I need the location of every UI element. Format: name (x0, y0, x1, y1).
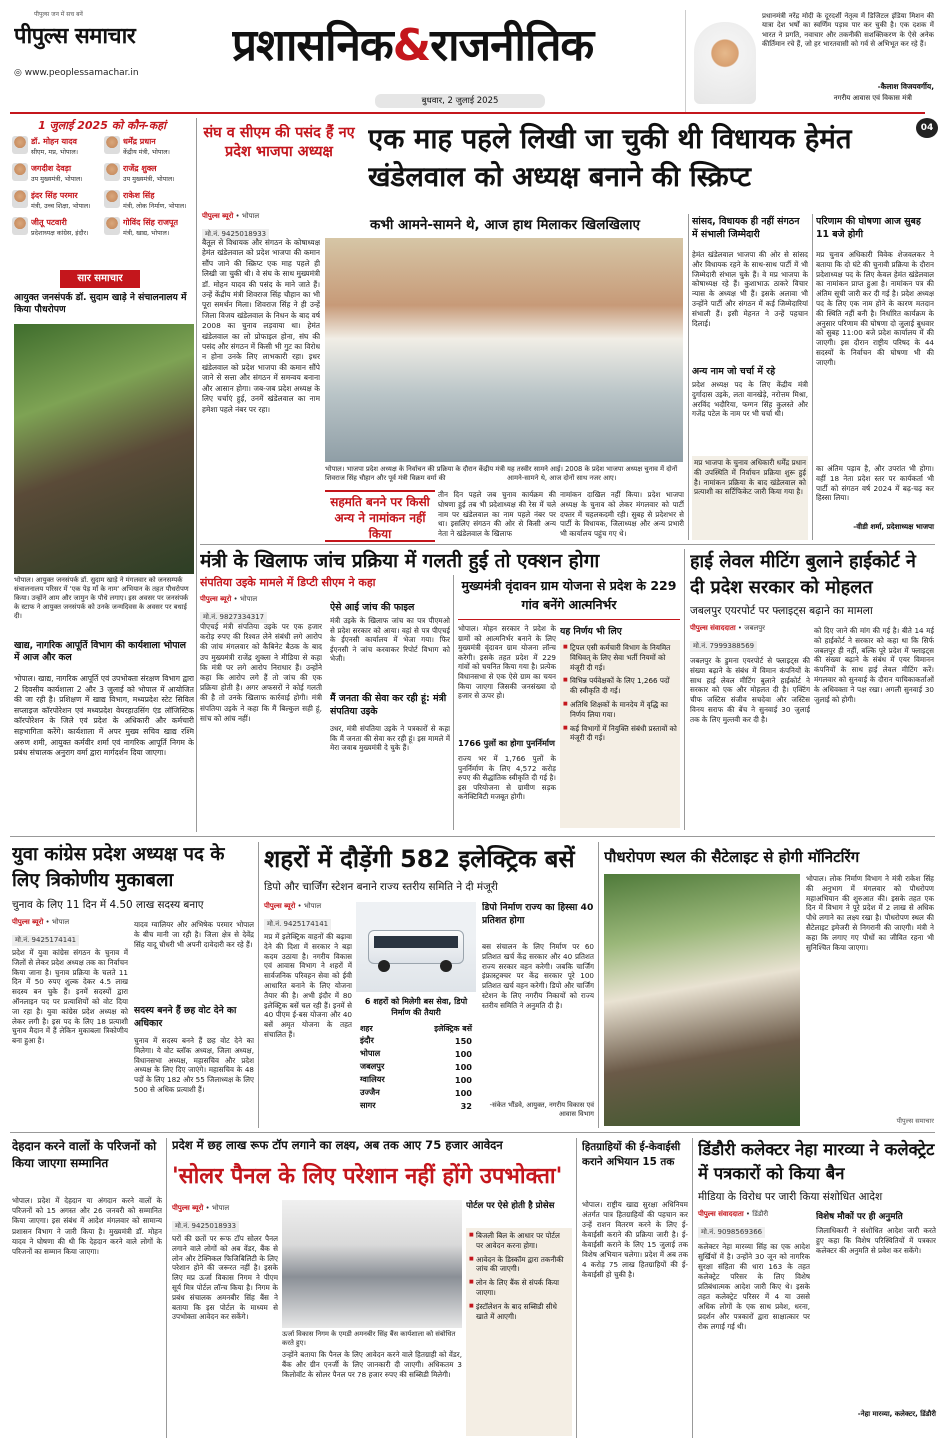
lead-col2: तीन दिन पहले जब चुनाव कार्यक्रम की घोषणा हुई तब भी प्रदेशाध्यक्ष की रेस में चले नाम पर खंडेलवाल का नाम पहले नंबर पर था। इसलिए संगठन की ओर से किसी अन्य नेता ने खंडेलवाल के खिलाफ (438, 490, 556, 539)
ebus-byline: पीपुल्स ब्यूरो • भोपाल मो.नं. 9425174141 (264, 902, 384, 930)
cell-city: उज्जैन (360, 1087, 380, 1097)
list-item (563, 700, 677, 720)
byline-mobile: मो.नं. 7999388569 (690, 641, 757, 652)
dindori-headline: डिंडौरी कलेक्टर नेहा मारव्या ने कलेक्ट्रेट में पत्रकारों को किया बैन (698, 1140, 935, 1183)
person-entry (12, 163, 100, 187)
row-rule (10, 1132, 935, 1133)
list-item-text: ट्रिपल एसी कर्मचारी विभाग के नियमित विधिवत् के लिए सेवा भर्ती नियमों को मंजूरी दी गई। (570, 643, 671, 672)
person-entry (104, 190, 192, 214)
list-item (469, 1231, 569, 1251)
person-entry (12, 136, 100, 160)
s2-body: भोपाल। खाद्य, नागरिक आपूर्ति एवं उपभोक्ता संरक्षण विभाग द्वारा 2 दिवसीय कार्यशाला 2 और 3 जुलाई को भोपाल में आयोजित की जा रही है। प्रशिक्षण में खाद्य विभाग, मध्यप्रदेश स्टेट सिविल सप्लाइज कॉरपोरेशन एवं मध्यप्रदेश वेयरहाउसिंग एंड लॉजिस्टिक कॉरपोरेशन के जिले एवं प्रदेश के अधिकारी और कर्मचारी सहभागिता करेंगे। कार्यशाला में अपर मुख्य सचिव खाद्य रश्मि अरुण शमी, आयुक्त कर्मवीर शर्मा एवं नागरिक आपूर्ति निगम के प्रबंध संचालक अनुराग वर्मा द्वारा मार्गदर्शन दिया जाएगा। (14, 674, 194, 758)
mid1-subhead: संपतिया उइके मामले में डिप्टी सीएम ने कहा (200, 576, 376, 589)
bullet-icon: ■ (563, 677, 568, 684)
bullet-icon: ■ (563, 644, 568, 650)
table-row (360, 1073, 472, 1086)
cell-buses: 100 (454, 1087, 472, 1098)
person-name: राकेश सिंह (123, 191, 155, 200)
byline-city: डिंडौरी (752, 1210, 769, 1218)
dindori-box-head: विशेष मौकों पर ही अनुमति (816, 1212, 903, 1222)
avatar (104, 136, 120, 154)
person-place: सीएम, मप्र, भोपाल। (31, 148, 79, 156)
plant-credit: पीपुल्स समाचार (896, 1117, 934, 1125)
th-buses: इलेक्ट्रिक बसें (434, 1024, 472, 1033)
table-row (360, 1034, 472, 1047)
solar-byline: पीपुल्स ब्यूरो • भोपाल मो.नं. 9425018933 (172, 1204, 282, 1232)
ycong-box-head: सदस्य बनने हैं छह वोट देने का अधिकार (134, 1005, 237, 1029)
mid1-side-body2: उधर, मंत्री संपतिया उइके ने पत्रकारों से कहा कि मैं जनता की सेवा कर रही हूं। इस मामले में मेरा जवाब मुख्यमंत्री दे चुके हैं। (330, 724, 450, 753)
mid2-list-head: यह निर्णय भी लिए (560, 626, 622, 637)
byline-name: पीपुल्स संवाददाता (698, 1210, 744, 1218)
website-line[interactable] (14, 68, 234, 78)
date-pill: बुधवार, 2 जुलाई 2025 (375, 94, 545, 108)
mid1-headline: मंत्री के खिलाफ जांच प्रक्रिया में गलती हुई तो एक्शन होगा (200, 550, 600, 572)
col-rule (453, 575, 454, 830)
dindori-subhead: मीडिया के विरोध पर जारी किया संशोधित आदेश (698, 1191, 883, 1203)
list-item (469, 1278, 569, 1298)
ebus-subhead: डिपो और चार्जिंग स्टेशन बनाने राज्य स्तरीय समिति ने दी मंजूरी (264, 881, 498, 893)
person-name: इंदर सिंह परमार (31, 191, 78, 200)
lead-byline: पीपुल्स ब्यूरो • भोपाल मो.नं. 9425018933 (202, 212, 332, 240)
col-rule (692, 1138, 693, 1438)
ebus-table (360, 1024, 472, 1112)
masthead-logo-block (14, 10, 234, 92)
list-item-text: इंस्टॉलेशन के बाद सब्सिडी सीधे खाते में आएगी। (476, 1301, 557, 1321)
lead-caption-1: भोपाल। भाजपा प्रदेश अध्यक्ष के निर्वाचन की प्रक्रिया के दौरान केंद्रीय मंत्री शिवराज सिंह चौहान और पूर्व मंत्री विक्रम वर्मा की (325, 465, 505, 482)
person-entry (104, 163, 192, 187)
person-name: धर्मेंद्र प्रधान (123, 137, 156, 146)
person-place: केंद्रीय मंत्री, भोपाल। (123, 148, 170, 156)
bullet-icon: ■ (563, 700, 568, 707)
person-place: उप मुख्यमंत्री, भोपाल। (31, 175, 83, 183)
byline-city: भोपाल (303, 902, 322, 910)
byline-city: भोपाल (211, 1204, 230, 1212)
s1-caption: भोपाल। आयुक्त जनसंपर्क डॉ. सुदाम खाड़े ने मंगलवार को जनसम्पर्क संचालनालय परिसर में 'एक पेड़ माँ के नाम' अभियान के तहत पौधरोपण किया। उन्होंने आम और जामुन के पौधे लगाए। इस अवसर पर जनसंपर्क के स्टाफ ने आयुक्त जनसंपर्क को उनके जन्मदिवस के अवसर पर बधाई दी। (14, 576, 189, 620)
dindori-body: कलेक्टर नेहा मारव्या सिंह का एक आदेश सुर्खियों में है। उन्होंने 30 जून को नागरिक सुरक्षा संहिता की धारा 163 के तहत कलेक्ट्रेट परिसर के लिए विशेष प्रतिबंधात्मक आदेश जारी किए थे। इसके तहत कलेक्ट्रेट परिसर में 4 या उससे अधिक लोगों के एक साथ प्रवेश, धरना, प्रदर्शन और पत्रकारों द्वारा साक्षात्कार पर रोक लगाई गई थी। (698, 1242, 810, 1331)
ebus-right-head: डिपो निर्माण राज्य का हिस्सा 40 प्रतिशत होगा (482, 902, 594, 926)
cell-buses: 100 (454, 1048, 472, 1059)
honor-body: भोपाल। प्रदेश में देहदान या अंगदान करने वालों के परिजनों को 15 अगस्त और 26 जनवरी को सम्मानित किया जाएगा। इस संबंध में आदेश मंगलवार को सामान्य प्रशासन विभाग ने जारी किया है। मुख्यमंत्री डॉ. मोहन यादव ने घोषणा की थी कि देहदान करने वाले लोगों के परिजनों का सम्मान किया जाएगा। (12, 1196, 162, 1257)
mid2-headline: मुख्यमंत्री वृंदावन ग्राम योजना से प्रदेश के 229 गांव बनेंगे आत्मनिर्भर (458, 576, 680, 620)
ebus-body: मप्र में इलेक्ट्रिक वाहनों की बढ़ावा देने की दिशा में सरकार ने बड़ा कदम उठाया है। नगरीय विकास एवं आवास विभाग ने शहरों में सार्वजनिक परिवहन सेवा को ईवी आधारित बनाने के लिए योजना तैयार की है। अभी इंदौर में 80 इलेक्ट्रिक बसें चल रही हैं। इनमें से 40 पीएम ई-बस योजना और 40 बसें अमृत योजना के तहत संचालित हैं। (264, 932, 352, 1039)
lead-col4-head: सांसद, विधायक ही नहीं संगठन में संभाली जिम्मेदारी (692, 216, 800, 240)
byline-name: पीपुल्स ब्यूरो (200, 595, 232, 603)
mid1-byline: पीपुल्स ब्यूरो • भोपाल मो.नं. 9827334317 (200, 595, 330, 623)
ycong-subhead: चुनाव के लिए 11 दिन में 4.50 लाख सदस्य बनाए (12, 899, 204, 911)
solar-headline: 'सोलर पैनल के लिए परेशान नहीं होंगे उपभोक्ता' (172, 1164, 563, 1189)
col-rule (688, 214, 689, 540)
bus-image (356, 902, 476, 992)
bus-wheel (378, 960, 390, 972)
dindori-sign: -नेहा मारव्या, कलेक्टर, डिंडौरी (857, 1410, 936, 1418)
person-place: प्रदेशाध्यक्ष कांग्रेस, इंदौर। (31, 229, 89, 237)
mid2-body: भोपाल। मोहन सरकार ने प्रदेश के ग्रामों को आत्मनिर्भर बनाने के लिए मुख्यमंत्री वृंदावन ग्राम योजना लॉन्च करेगी। इसके तहत प्रदेश में 229 गांवों को चयनित किया गया है। प्रत्येक विधानसभा से एक ऐसे ग्राम का चयन किया जाएगा जिसकी जनसंख्या दो हजार से ऊपर हो। (458, 624, 556, 701)
col-rule (196, 118, 197, 832)
table-row (360, 1099, 472, 1112)
col-rule (598, 842, 599, 1128)
mid3-subhead: जबलपुर एयरपोर्ट पर फ्लाइट्स बढ़ाने का मामला (690, 605, 873, 617)
who-where-box (12, 118, 192, 246)
solar-body: घरों की छतों पर रूफ टॉप सोलर पैनल लगाने वाले लोगों को अब वेंडर, बैंक से लोन और टेक्निकल फिजिबिलिटी के लिए परेशान होने की जरूरत नहीं है। इसके लिए मप्र ऊर्जा विकास निगम ने पीएम सूर्य मित्र पोर्टल लॉन्च किया है। निगम के प्रबंध संचालक अमनबीर सिंह बैंस ने बताया कि इस पोर्टल के माध्यम से उपभोक्ता आवेदन कर सकेंगे। (172, 1234, 278, 1322)
person-place: मंत्री, उच्च शिक्षा, भोपाल। (31, 202, 91, 210)
byline-mobile: मो.नं. 9425174141 (264, 919, 331, 930)
col-rule (166, 1138, 167, 1438)
saar-label: सार समाचार (60, 270, 140, 288)
lead-pullquote: सहमति बनने पर किसी अन्य ने नामांकन नहीं किया (325, 490, 435, 542)
byline-mobile: मो.नं. 9827334317 (200, 612, 267, 623)
col-rule (576, 1138, 577, 1438)
cell-city: ग्वालियर (360, 1074, 385, 1084)
cell-buses: 100 (454, 1074, 472, 1085)
person-name: राजेंद्र शुक्ल (123, 164, 157, 173)
person-entry (12, 217, 100, 241)
byline-mobile: मो.नं. 9098569366 (698, 1227, 765, 1238)
list-item (563, 643, 677, 672)
avatar (12, 217, 28, 235)
page-number: 04 (916, 118, 938, 138)
section-title-amp: & (392, 20, 431, 71)
s2-headline: खाद्य, नागरिक आपूर्ति विभाग की कार्यशाला भोपाल में आज और कल (14, 640, 187, 663)
list-item-text: विभिन्न पर्यवेक्षकों के लिए 1,266 पदों की स्वीकृति दी गई। (570, 676, 670, 696)
mid2-stat-body: राज्य भर में 1,766 पुलों के पुनर्निर्माण के लिए 4,572 करोड़ रुपए की सैद्धांतिक स्वीकृति दी गई है। इस परियोजना से ग्रामीण सड़क कनेक्टिविटी मजबूत होगी। (458, 754, 556, 802)
mid1-side-body: मंत्री उइके के खिलाफ जांच का पत्र पीएमओ से प्रदेश सरकार को आया। वहां से पत्र पीएचई के ईएनसी कार्यालय में भेजा गया। फिर ईएनसी ने जांच करवाकर रिपोर्ट विभाग को भेजी। (330, 616, 450, 664)
solar-caption: ऊर्जा विकास निगम के एमडी अमनबीर सिंह बैंस कार्यशाला को संबोधित करते हुए। (282, 1330, 456, 1347)
list-item-text: बिजली बिल के आधार पर पोर्टल पर आवेदन करना होगा। (476, 1231, 560, 1250)
avatar (12, 163, 28, 181)
lead-col3: नामांकन दाखिल नहीं किया। प्रदेश भाजपा अध्यक्ष के चुनाव को लेकर मंगलवार को पार्टी दफ्तर में चहलकदमी रही। सुबह से प्रदेशभर से पार्टी के विधायक, जिलाध्यक्ष और अन्य प्रभारी भी कार्यालय पहुंच गए थे। (560, 490, 684, 539)
lead-col5-head: परिणाम की घोषणा आज सुबह 11 बजे होगी (816, 216, 921, 240)
lead-col1: बैतूल से विधायक और संगठन के कोषाध्यक्ष हेमंत खंडेलवाल को प्रदेश भाजपा की कमान सौंप जाने की स्क्रिप्ट एक माह पहले ही लिखी जा चुकी थी। वे संघ के साथ मुख्यमंत्री डॉ. मोहन यादव की पसंद के माने जाते हैं। उन्हें केंद्रीय मंत्री शिवराज सिंह चौहान का भी पूरा समर्थन मिला। शिवराज सिंह ने ही उन्हें जिला विजय खंडेलवाल के निधन के बाद वर्ष 2008 का चुनाव लड़वाया था। हेमंत खंडेलवाल का लो प्रोफाइल होना, संघ की पसंद और संगठन में किसी भी गुट का विरोध न होना उनके लिए लाभकारी रहा। इधर खंडेलवाल को प्रदेश भाजपा की कमान सौंपे जाने से सत्ता और संगठन में समन्वय बनाना और आसान होगा। जब-जब प्रदेश अध्यक्ष के लिए चर्चाएं हुई, उनमें खंडेलवाल का नाम हमेशा पहले नंबर पर रहा। (202, 238, 320, 414)
ebus-fig-caption: 6 शहरों को मिलेगी बस सेवा, डिपो निर्माण की तैयारी (364, 997, 468, 1017)
col-rule (258, 842, 259, 1128)
person-place: मंत्री, लोक निर्माण, भोपाल। (123, 202, 187, 210)
byline-mobile: मो.नं. 9425018933 (202, 229, 269, 240)
cell-city: भोपाल (360, 1048, 381, 1058)
plant-headline: पौधरोपण स्थल की सैटेलाइट से होगी मॉनिटरिंग (604, 848, 860, 866)
who-where-title: 1 जुलाई 2025 को कौन-कहां (38, 119, 166, 132)
lead-col4-body2: प्रदेश अध्यक्ष पद के लिए केंद्रीय मंत्री दुर्गादास उइके, लता वानखेड़े, नरोत्तम मिश्रा, अरविंद भदौरिया, फग्गन सिंह कुलस्ते और गजेंद्र पटेल के नाम पर भी चर्चा थी। (692, 380, 808, 419)
lead-col5-body: मप्र चुनाव अधिकारी विवेक शेजवलकर ने बताया कि दो घंटे की चुनावी प्रक्रिया के दौरान प्रदेशाध्यक्ष पद के लिए केवल हेमंत खंडेलवाल का नामांकन प्राप्त हुआ है। नामांकन पत्र की अंतिम सूची जारी कर दी गई है। प्रदेश अध्यक्ष पद के लिए एक नाम होने के कारण मतदान की स्थिति नहीं बनी है। निर्धारित कार्यक्रम के अनुसार परिणाम की घोषणा दो जुलाई बुधवार को सुबह 11:00 बजे प्रदेश कार्यालय में की जाएगी। इस दौरान राष्ट्रीय परिषद के 44 सदस्यों के निर्वाचन की घोषणा भी की जाएगी। (816, 250, 934, 367)
byline-name: पीपुल्स ब्यूरो (264, 902, 296, 910)
avatar (104, 163, 120, 181)
byline-name: पीपुल्स ब्यूरो (202, 212, 234, 220)
avatar (104, 190, 120, 208)
table-row (360, 1086, 472, 1099)
list-item-text: अतिथि शिक्षकों के मानदेय में वृद्धि का निर्णय लिया गया। (570, 699, 668, 719)
person-entry (104, 217, 192, 241)
list-item-text: लोन के लिए बैंक से संपर्क किया जाएगा। (476, 1278, 560, 1297)
photo-headline (325, 215, 685, 235)
lead-caption-2: यह तस्वीर सामने आई। 2008 के प्रदेश भाजपा अध्यक्ष चुनाव में दोनों आमने-सामने थे, आज दोनों साथ नजर आए। (507, 465, 678, 482)
quote-text: प्रधानमंत्री नरेंद्र मोदी के दूरदर्शी नेतृत्व में डिजिटल इंडिया मिशन की यात्रा देश भर्षों का स्वर्णिम पड़ाव पार कर चुकी है। एक दशक में भारत ने प्रगति, नवाचार और तकनीकी सशक्तिकरण के ऐसे अनेक कीर्तिमान रचे हैं, जो हर भारतवासी को गर्व से अभिभूत कर रहे हैं। (762, 12, 934, 49)
globe-icon: ◎ (14, 68, 25, 78)
col-rule (812, 214, 813, 540)
person-entry (12, 190, 100, 214)
ekyc-body: भोपाल। राष्ट्रीय खाद्य सुरक्षा अधिनियम अंतर्गत पात्र हितग्राहियों की पहचान कर उन्हें राशन वितरण करने के लिए ई-केवाईसी कराने की प्रक्रिया जारी है। ई-केवाईसी कराने के लिए 15 जुलाई तक विशेष अभियान चलेगा। प्रदेश में अब तक 4 करोड़ 75 लाख हितग्राहियों की ई-केवाईसी हो चुकी है। (582, 1200, 688, 1279)
quote-box (685, 10, 937, 133)
list-item (563, 724, 677, 744)
planting-photo (14, 324, 194, 574)
row-rule (10, 836, 935, 837)
byline-mobile: मो.नं. 9425174141 (12, 935, 79, 946)
list-item (469, 1255, 569, 1275)
who-where-grid (12, 136, 192, 241)
paper-tagline: पीपुल्स जन में सच बनें (34, 11, 83, 18)
ycong-byline: पीपुल्स ब्यूरो • भोपाल मो.नं. 9425174141 (12, 918, 132, 946)
cell-buses: 32 (460, 1100, 472, 1111)
ycong-headline: युवा कांग्रेस प्रदेश अध्यक्ष पद के लिए त्रिकोणीय मुकाबला (12, 844, 225, 891)
cell-city: सागर (360, 1100, 376, 1110)
solar-box-list (466, 1228, 572, 1436)
section-title (232, 18, 692, 78)
ycong-box-body: चुनाव में सदस्य बनने हैं छह वोट देने का मिलेगा। ये वोट ब्लॉक अध्यक्ष, जिला अध्यक्ष, विधानसभा अध्यक्ष, महासचिव और प्रदेश अध्यक्ष के लिए दिए जाएंगे। महासचिव के 48 पदों के लिए 182 और 55 जिलाध्यक्ष के लिए 500 से अधिक प्रत्याशी हैं। (134, 1036, 254, 1094)
byline-city: भोपाल (51, 918, 70, 926)
ycong-body2: यादव ग्वालियर और अभिषेक परमार भोपाल के बीच मानी जा रही है। जिला क्षेत्र से देवेंद्र सिंह यादू चौधरी भी अपनी दावेदारी कर रहे हैं। (134, 920, 254, 949)
bullet-icon: ■ (469, 1279, 474, 1286)
person-entry (104, 136, 192, 160)
person-name: गोविंद सिंह राजपूत (123, 218, 179, 227)
website-url: www.peoplessamachar.in (24, 68, 139, 78)
s1-headline: आयुक्त जनसंपर्क डॉ. सुदाम खाड़े ने संचालनालय में किया पौधरोपण (14, 292, 187, 315)
lead-col5-sign: -वीडी शर्मा, प्रदेशाध्यक्ष भाजपा (853, 522, 934, 531)
quote-author: -कैलाश विजयवर्गीय, (877, 82, 934, 91)
ebus-right-body: बस संचालन के लिए निर्माण पर 60 प्रतिशत खर्च केंद्र सरकार और 40 प्रतिशत राज्य सरकार वहन करेगी। जबकि चार्जिंग इंफ्रास्ट्रक्चर पर केंद्र सरकार पूरे 100 प्रतिशत खर्च वहन करेगी। डिपो और चार्जिंग स्टेशन के लिए नगरीय निकायों को राज्य स्तरीय समिति ने अनुमति दी है। (482, 942, 594, 1010)
lead-col4-body: हेमंत खंडेलवाल भाजपा की ओर से सांसद और विधायक रहने के साथ-साथ पार्टी में भी जिम्मेदारी संभाल चुके हैं। वे मप्र भाजपा के कोषाध्यक्ष रहे हैं। कुशाभाऊ ठाकरे विचार न्यास के अध्यक्ष भी हैं। इसके अलावा भी उन्होंने पार्टी और संगठन में कई जिम्मेदारियां संभाली हैं। इसी मेहनत ने उन्हें पहचान दिलाई। (692, 250, 808, 328)
list-item-text: आवेदन के डिस्कॉम द्वारा तकनीकी जांच की जाएगी। (476, 1254, 564, 1274)
mid2-list (560, 640, 680, 828)
avatar (104, 217, 120, 235)
ycong-body: प्रदेश में युवा कांग्रेस संगठन के चुनाव में जिलों से लेकर प्रदेश अध्यक्ष तक का निर्वाचन किया जाना है। चुनाव प्रक्रिया के चलते 11 दिन में 50 रुपए शुल्क देकर 4.5 लाख सदस्य बन चुके हैं। इनमें सदस्यों द्वारा ऑनलाइन पद पर प्रत्याशियों को वोट दिया जा रहा है। युवा कांग्रेस प्रदेश अध्यक्ष को लेकर लगी है। इस पद के लिए 18 प्रत्याशी चुनाव मैदान में हैं लेकिन मुकाबला त्रिकोणीय बना हुआ है। (12, 948, 128, 1046)
bullet-icon: ■ (469, 1302, 474, 1309)
cell-city: इंदौर (360, 1035, 374, 1045)
cell-buses: 150 (454, 1035, 472, 1046)
mid3-body: जबलपुर के डुमना एयरपोर्ट से फ्लाइट्स की संख्या बढ़ाने के संबंध में विमान कंपनियों के साथ हाई लेवल मीटिंग बुलाने हाईकोर्ट ने सरकार को एक और मोहलत दी है। एक्टिंग चीफ जस्टिस संजीव सचदेवा और जस्टिस विनय सराफ की बेंच ने सुनवाई 30 जुलाई तक के लिए मुल्तवी कर दी है। (690, 656, 810, 724)
byline-name: पीपुल्स संवाददाता (690, 624, 736, 632)
photo-headline-text: कभी आमने-सामने थे, आज हाथ मिलाकर खिलखिलाए (369, 217, 641, 233)
person-place: मंत्री, खाद्य, भोपाल। (123, 229, 170, 237)
byline-city: जबलपुर (744, 624, 766, 632)
byline-city: भोपाल (239, 595, 258, 603)
bullet-icon: ■ (563, 724, 568, 731)
lead-col5-body2: का अंतिम पड़ाव है, और उपरांत भी होगा। वहीं 18 नेता प्रदेश स्तर पर कार्यकर्ता भी पार्टी को संगठन वर्ष 2024 में बढ़-चढ़ कर हिस्सा लिया। (816, 464, 934, 503)
plant-photo (604, 874, 800, 1126)
mid2-stat: 1766 पुलों का होगा पुनर्निर्माण (458, 738, 555, 748)
mid1-body: पीएचई मंत्री संपतिया उइके पर एक हजार करोड़ रुपए की रिश्वत लेने संबंधी लगे आरोप की जांच मंगलवार को कैबिनेट बैठक के बाद उप मुख्यमंत्री राजेंद्र शुक्ला ने मीडिया से कहा कि मंत्री पर लगे आरोप निराधार हैं। उन्होंने कहा कि आरोप लगे हैं तो जांच की एक प्रक्रिया होती है। अगर अफसरों ने कोई गलती की है तो उनके खिलाफ कार्रवाई होगी। मंत्री संपतिया उइके ने कहा कि मैं बिल्कुल सही हूं, सांच को आंच नहीं। (200, 622, 322, 723)
solar-photo (282, 1200, 462, 1328)
cell-city: जबलपुर (360, 1061, 385, 1071)
paper-logo: पीपुल्स समाचार (14, 24, 136, 49)
byline-name: पीपुल्स ब्यूरो (12, 918, 44, 926)
lead-col4-head2: अन्य नाम जो चर्चा में रहे (692, 366, 776, 377)
person-name: डॉ. मोहन यादव (31, 137, 77, 146)
lead-kicker: संघ व सीएम की पसंद हैं नए प्रदेश भाजपा अध्यक्ष (203, 125, 355, 160)
mid3-headline: हाई लेवल मीटिंग बुलाने हाईकोर्ट ने दी प्रदेश सरकार को मोहलत (690, 551, 916, 598)
masthead-rule (10, 112, 925, 114)
solar-box-head: पोर्टल पर ऐसे होती है प्रोसेस (466, 1201, 555, 1211)
byline-city: भोपाल (241, 212, 260, 220)
person-name: जगदीश देवड़ा (31, 164, 72, 173)
ekyc-headline: हितग्राहियों की ई-केवाईसी कराने अभियान 15 तक (582, 1141, 681, 1168)
bus-windows (374, 936, 458, 948)
mid3-body2: को दिए जाने की मांग की गई है। बीते 14 मई को हाईकोर्ट ने सरकार को कहा था कि सिर्फ जबलपुर ही नहीं, बल्कि पूरे प्रदेश में फ्लाइट्स की संख्या बढ़ाने के संबंध में एयर विमानन कंपनियों के साथ हाई लेवल मीटिंग करें। मंगलवार को सुनवाई के दौरान याचिकाकर्ताओं के अधिवक्ता ने पक्ष रखा। अगली सुनवाई 30 जुलाई को होगी। (814, 626, 934, 704)
mid1-side-head2: मैं जनता की सेवा कर रही हूं: मंत्री संपतिया उइके (330, 693, 447, 717)
col-rule (684, 549, 685, 830)
dindori-byline: पीपुल्स संवाददाता • डिंडौरी मो.नं. 9098569366 (698, 1210, 769, 1236)
solar-body2: उन्होंने बताया कि पैनल के लिए आवेदन करने वाले हितग्राही को वेंडर, बैंक और ग्रीन एनर्जी के लिए जानकारी दी जाएगी। अधिकतम 3 किलोवॉट के सोलर पैनल पर 78 हजार रुपए की सब्सिडी मिलेगी। (282, 1350, 462, 1379)
section-title-b: राजनीतिक (430, 20, 594, 71)
avatar (12, 136, 28, 154)
mid1-side-head: ऐसे आई जांच की फाइल (330, 602, 415, 613)
plant-body: भोपाल। लोक निर्माण विभाग ने मंत्री राकेश सिंह की अनुभाग में मंगलवार को पौधरोपण महाअभियान की शुरुआत की। इसके तहत एक दिन में विभाग ने पूरे प्रदेश में 2 लाख से अधिक पौधे लगाने का लक्ष्य रखा है। पौधरोपण स्थल की सैटेलाइट इमेजरी से निगरानी की जाएगी। मंत्री ने कहा कि लगाए गए पौधों का जीवित रहना भी सुनिश्चित किया जाएगा। (806, 874, 934, 952)
solar-kicker: प्रदेश में छह लाख रूफ टॉप लगाने का लक्ष्य, अब तक आए 75 हजार आवेदन (172, 1138, 503, 1152)
ebus-headline: शहरों में दौड़ेंगी 582 इलेक्ट्रिक बसें (264, 845, 575, 873)
bullet-icon: ■ (469, 1255, 474, 1262)
list-item (469, 1302, 569, 1322)
person-place: उप मुख्यमंत्री, भोपाल। (123, 175, 175, 183)
ebus-right-sign: -संकेत भौंडवे, आयुक्त, नगरीय विकास एवं आवास विभाग (489, 1101, 594, 1118)
list-item-text: कई विभागों में नियुक्ति संबंधी प्रस्तावों को मंजूरी दी गई। (570, 723, 677, 743)
row-rule (200, 544, 935, 545)
lead-photo (325, 238, 683, 462)
th-city: शहर (360, 1024, 373, 1033)
table-row (360, 1060, 472, 1073)
lead-headline: एक माह पहले लिखी जा चुकी थी विधायक हेमंत खंडेलवाल को अध्यक्ष बनाने की स्क्रिप्ट (368, 123, 852, 193)
cell-buses: 100 (454, 1061, 472, 1072)
section-title-a: प्रशासनिक (232, 20, 393, 71)
lead-col4-box: मप्र भाजपा के चुनाव अधिकारी धर्मेंद्र प्रधान की उपस्थिति में निर्वाचन प्रक्रिया शुरू हुई है। नामांकन प्रक्रिया के बाद खंडेलवाल को प्रत्याशी का सर्टिफिकेट जारी किया गया है। (692, 456, 808, 540)
bullet-icon: ■ (469, 1232, 474, 1238)
byline-name: पीपुल्स ब्यूरो (172, 1204, 204, 1212)
byline-mobile: मो.नं. 9425018933 (172, 1221, 239, 1232)
person-name: जीतू पटवारी (31, 218, 67, 227)
list-item (563, 676, 677, 696)
honor-headline: देहदान करने वालों के परिजनों को किया जाएगा सम्मानित (12, 1139, 157, 1170)
mid3-byline: पीपुल्स संवाददाता • जबलपुर मो.नं. 7999388569 (690, 624, 766, 650)
minister-portrait (694, 22, 756, 104)
quote-role: नगरीय आवास एवं विकास मंत्री (833, 94, 912, 102)
bus-wheel (440, 960, 452, 972)
table-row (360, 1047, 472, 1060)
avatar (12, 190, 28, 208)
dindori-box-body: जिलाधिकारी ने संशोधित आदेश जारी करते हुए कहा कि विशेष परिस्थितियों में पत्रकार कलेक्टर की अनुमति से प्रवेश कर सकेंगे। (816, 1226, 936, 1255)
